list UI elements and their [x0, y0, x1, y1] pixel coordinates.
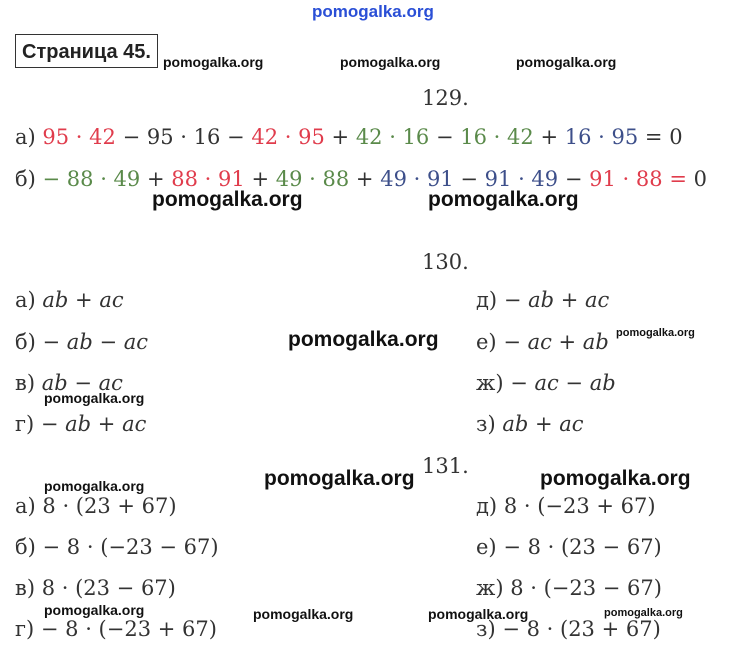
item-label: з)	[476, 617, 496, 641]
watermark[interactable]: pomogalka.org	[604, 607, 683, 619]
item-label: г)	[15, 617, 35, 641]
watermark[interactable]: pomogalka.org	[516, 54, 617, 70]
exercise-number-130: 130.	[422, 250, 469, 274]
operator: +	[251, 167, 270, 191]
term: 88 · 91	[171, 167, 245, 191]
term: 42 · 16	[355, 125, 430, 149]
item-expression: − ac − ab	[510, 371, 616, 395]
term: 49 · 88	[275, 167, 350, 191]
item-expression: ab − ac	[41, 371, 123, 395]
operator: −	[435, 125, 454, 149]
ex130-item	[15, 330, 148, 354]
item-expression: 8 · (−23 − 67)	[510, 576, 662, 600]
item-expression: − 8 · (23 + 67)	[502, 617, 661, 641]
item-label: в)	[15, 576, 36, 600]
item-label: а)	[15, 494, 36, 518]
term: 95 · 42	[42, 125, 116, 149]
item-expression: 8 · (−23 + 67)	[503, 494, 656, 518]
item-label: з)	[476, 412, 496, 436]
page-label: Страница 45.	[15, 34, 158, 68]
item-expression: − 8 · (−23 − 67)	[42, 535, 219, 559]
ex130-item	[476, 371, 616, 395]
ex130-item	[15, 288, 124, 312]
item-expression: 8 · (23 + 67)	[42, 494, 177, 518]
item-expression: − ac + ab	[503, 330, 609, 354]
term: 91 · 88	[589, 167, 663, 191]
item-label: б)	[15, 167, 36, 191]
watermark[interactable]: pomogalka.org	[44, 390, 145, 406]
item-label: е)	[476, 330, 497, 354]
operator: +	[355, 167, 374, 191]
watermark[interactable]: pomogalka.org	[428, 188, 579, 211]
ex131-item	[15, 535, 219, 559]
result: = 0	[644, 125, 683, 149]
ex131-item	[476, 494, 656, 518]
term: 49 · 91	[380, 167, 454, 191]
item-label: а)	[15, 125, 36, 149]
operator: −	[227, 125, 245, 149]
watermark[interactable]: pomogalka.org	[44, 478, 145, 494]
operator: +	[331, 125, 350, 149]
item-expression: − ab + ac	[503, 288, 610, 312]
watermark[interactable]: pomogalka.org	[264, 467, 415, 490]
watermark[interactable]: pomogalka.org	[288, 328, 439, 351]
ex130-item	[15, 412, 146, 436]
watermark[interactable]: pomogalka.org	[44, 602, 145, 618]
ex130-item	[476, 330, 609, 354]
term: 16 · 42	[460, 125, 534, 149]
item-expression: − 8 · (23 − 67)	[503, 535, 662, 559]
result: 0	[693, 167, 707, 191]
item-label: в)	[15, 371, 36, 395]
ex130-item	[476, 412, 584, 436]
term: 91 · 49	[484, 167, 559, 191]
term: − 88 · 49	[42, 167, 141, 191]
operator: +	[146, 167, 165, 191]
operator: −	[460, 167, 478, 191]
term: 16 · 95	[564, 125, 639, 149]
item-label: ж)	[476, 371, 504, 395]
ex131-item	[15, 576, 176, 600]
item-expression: − ab − ac	[42, 330, 148, 354]
ex129-item-b	[15, 167, 707, 191]
item-label: а)	[15, 288, 36, 312]
item-label: ж)	[476, 576, 504, 600]
item-expression: − 8 · (−23 + 67)	[40, 617, 217, 641]
watermark[interactable]: pomogalka.org	[616, 327, 695, 339]
term: 95 · 16	[146, 125, 221, 149]
item-label: д)	[476, 288, 498, 312]
equals: =	[669, 167, 687, 191]
watermark[interactable]: pomogalka.org	[163, 54, 264, 70]
item-expression: 8 · (23 − 67)	[41, 576, 176, 600]
watermark[interactable]: pomogalka.org	[340, 54, 441, 70]
item-expression: ab + ac	[42, 288, 124, 312]
ex129-item-a	[15, 125, 683, 149]
ex131-item	[15, 494, 177, 518]
operator: −	[564, 167, 583, 191]
ex131-item	[15, 617, 217, 641]
watermark[interactable]: pomogalka.org	[152, 188, 303, 211]
watermark[interactable]: pomogalka.org	[253, 606, 354, 622]
watermark[interactable]: pomogalka.org	[428, 606, 529, 622]
ex130-item	[476, 288, 609, 312]
item-label: е)	[476, 535, 497, 559]
item-label: б)	[15, 535, 36, 559]
term: 42 · 95	[251, 125, 325, 149]
item-expression: ab + ac	[502, 412, 584, 436]
item-label: д)	[476, 494, 498, 518]
ex131-item	[476, 576, 662, 600]
item-label: г)	[15, 412, 35, 436]
watermark[interactable]: pomogalka.org	[540, 467, 691, 490]
exercise-number-131: 131.	[422, 454, 469, 478]
operator: +	[540, 125, 559, 149]
ex131-item	[476, 535, 662, 559]
item-expression: − ab + ac	[40, 412, 147, 436]
exercise-number-129: 129.	[422, 86, 469, 110]
item-label: б)	[15, 330, 36, 354]
watermark-top[interactable]: pomogalka.org	[312, 2, 434, 21]
operator: −	[122, 125, 141, 149]
